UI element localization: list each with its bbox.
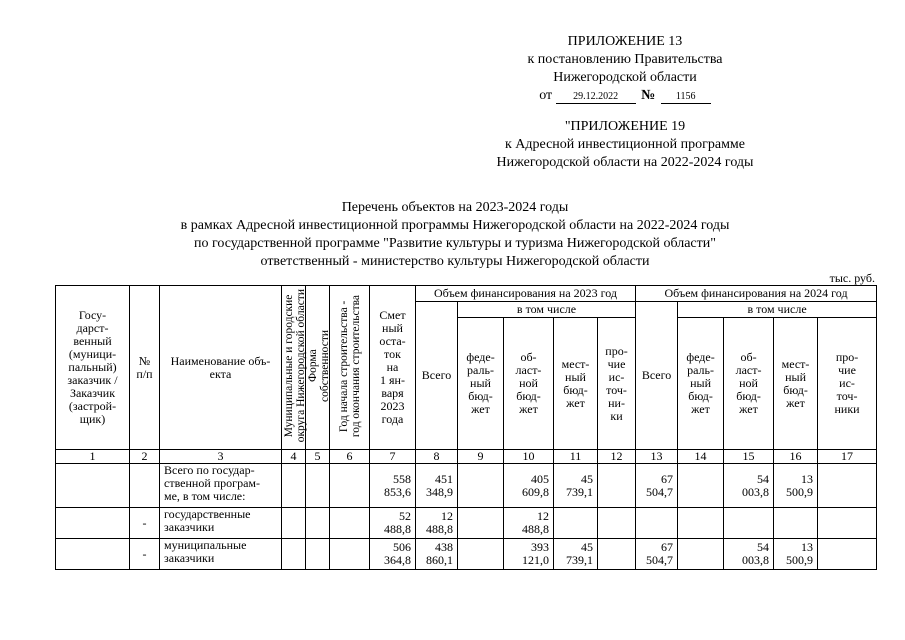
- table-header-row-1: [56, 286, 877, 302]
- cell-federal-2024: [678, 539, 724, 570]
- header-num: № п/п: [130, 286, 160, 450]
- local-2024-value: 13 500,9: [786, 471, 814, 499]
- local-2023-value: 45 739,1: [566, 471, 593, 499]
- header-federal-2023: феде- раль- ный бюд- жет: [458, 318, 504, 450]
- cell-estimate: [370, 508, 416, 539]
- header-regional-2023: об- ласт- ной бюд- жет: [504, 318, 554, 450]
- cell-other-2024: [818, 539, 877, 570]
- cell-regional-2023: [504, 539, 554, 570]
- header-including-2024: в том числе: [678, 302, 877, 318]
- col-number: 2: [130, 450, 160, 464]
- cell-name: муниципальные заказчики: [160, 539, 282, 570]
- cell-local-2024: [774, 539, 818, 570]
- col-number: 14: [678, 450, 724, 464]
- decree-date: 29.12.2022: [556, 91, 636, 104]
- col-number: 4: [282, 450, 306, 464]
- col-number: 6: [330, 450, 370, 464]
- local-2023-value: 45 739,1: [566, 540, 593, 567]
- table-row-municipal-customers: [56, 539, 877, 570]
- cell-customer: [56, 464, 130, 508]
- header-name: Наименование объ- екта: [160, 286, 282, 450]
- cell-customer: [56, 508, 130, 539]
- total-2023-value: 438 860,1: [426, 540, 453, 567]
- cell-regional-2024: [724, 464, 774, 508]
- header-other-2024: про- чие ис- точ- ники: [818, 318, 877, 450]
- objects-table: [55, 285, 877, 570]
- local-2024-value: 13 500,9: [786, 540, 814, 567]
- cell-regional-2023: [504, 508, 554, 539]
- cell-total-2024: [636, 464, 678, 508]
- header-federal-2024: феде- раль- ный бюд- жет: [678, 318, 724, 450]
- total-2023-value: 12 488,8: [426, 509, 453, 536]
- cell-years: [330, 539, 370, 570]
- date-prefix: от: [539, 88, 553, 103]
- cell-other-2023: [598, 508, 636, 539]
- col-number: 15: [724, 450, 774, 464]
- cell-total-2023: [416, 508, 458, 539]
- unit-label: тыс. руб.: [829, 271, 875, 285]
- regional-2023-value: 12 488,8: [522, 509, 549, 536]
- appendix-title: ПРИЛОЖЕНИЕ 13: [567, 34, 683, 49]
- table-row-state-customers: [56, 508, 877, 539]
- title-line-1: Перечень объектов на 2023-2024 годы: [341, 200, 569, 215]
- cell-municipal: [282, 464, 306, 508]
- total-2024-value: 67 504,7: [646, 540, 674, 567]
- title-line-3: по государственной программе "Развитие культуры и туризма Нижегородской области": [194, 236, 716, 251]
- estimate-value: 506 364,8: [384, 540, 411, 567]
- appendix-19-header: [440, 118, 810, 172]
- decree-line: к постановлению Правительства: [527, 52, 723, 67]
- cell-municipal: [282, 539, 306, 570]
- cell-federal-2024: [678, 508, 724, 539]
- number-sign: №: [641, 88, 656, 103]
- date-number-line: [480, 87, 770, 105]
- col-number: 11: [554, 450, 598, 464]
- appendix-19-title: "ПРИЛОЖЕНИЕ 19: [564, 119, 686, 134]
- cell-local-2023: [554, 464, 598, 508]
- header-regional-2024: об- ласт- ной бюд- жет: [724, 318, 774, 450]
- cell-regional-2024: [724, 508, 774, 539]
- regional-2023-value: 393 121,0: [522, 540, 549, 567]
- cell-ownership: [306, 508, 330, 539]
- cell-total-2024: [636, 508, 678, 539]
- program-line: к Адресной инвестиционной программе: [504, 137, 746, 152]
- cell-total-2023: [416, 464, 458, 508]
- header-estimate: Смет ный оста- ток на 1 ян- варя 2023 года: [370, 286, 416, 450]
- estimate-value: 52 488,8: [384, 509, 411, 536]
- cell-regional-2023: [504, 464, 554, 508]
- cell-municipal: [282, 508, 306, 539]
- header-total-2024: Всего: [636, 302, 678, 450]
- header-local-2023: мест- ный бюд- жет: [554, 318, 598, 450]
- cell-other-2023: [598, 539, 636, 570]
- cell-total-2023: [416, 539, 458, 570]
- cell-local-2024: [774, 464, 818, 508]
- cell-years: [330, 508, 370, 539]
- col-number: 12: [598, 450, 636, 464]
- header-municipal: [282, 286, 306, 450]
- cell-regional-2024: [724, 539, 774, 570]
- regional-2024-value: 54 003,8: [742, 471, 770, 499]
- header-other-2023: про- чие ис- точ- ни- ки: [598, 318, 636, 450]
- document-title: [100, 199, 810, 271]
- cell-federal-2023: [458, 539, 504, 570]
- header-years: [330, 286, 370, 450]
- regional-2024-value: 54 003,8: [742, 540, 770, 567]
- cell-federal-2024: [678, 464, 724, 508]
- cell-estimate: [370, 464, 416, 508]
- col-number: 16: [774, 450, 818, 464]
- col-number: 17: [818, 450, 877, 464]
- header-including-2023: в том числе: [458, 302, 636, 318]
- header-fin-2024: Объем финансирования на 2024 год: [636, 286, 877, 302]
- cell-federal-2023: [458, 464, 504, 508]
- region-line: Нижегородской области: [553, 70, 697, 85]
- total-2024-value: 67 504,7: [646, 471, 674, 499]
- cell-num: -: [130, 508, 160, 539]
- header-total-2023: Всего: [416, 302, 458, 450]
- cell-ownership: [306, 464, 330, 508]
- header-local-2024: мест- ный бюд- жет: [774, 318, 818, 450]
- column-number-row: [56, 450, 877, 464]
- header-ownership: [306, 286, 330, 450]
- col-number: 10: [504, 450, 554, 464]
- cell-local-2023: [554, 508, 598, 539]
- col-number: 13: [636, 450, 678, 464]
- col-number: 1: [56, 450, 130, 464]
- title-line-4: ответственный - министерство культуры Нижегородской области: [260, 254, 650, 269]
- col-number: 5: [306, 450, 330, 464]
- cell-customer: [56, 539, 130, 570]
- estimate-value: 558 853,6: [384, 471, 411, 499]
- col-number: 9: [458, 450, 504, 464]
- decree-number: 1156: [661, 91, 711, 104]
- header-fin-2023: Объем финансирования на 2023 год: [416, 286, 636, 302]
- col-number: 8: [416, 450, 458, 464]
- cell-years: [330, 464, 370, 508]
- table-row-total: [56, 464, 877, 508]
- cell-num: -: [130, 539, 160, 570]
- title-line-2: в рамках Адресной инвестиционной программы Нижегородской области на 2022-2024 годы: [180, 218, 730, 233]
- cell-other-2023: [598, 464, 636, 508]
- regional-2023-value: 405 609,8: [522, 471, 549, 499]
- cell-other-2024: [818, 464, 877, 508]
- cell-local-2023: [554, 539, 598, 570]
- header-customer: Госу- дарст- венный (муници- пальный) заказчик / Заказчик (застрой- щик): [56, 286, 130, 450]
- cell-other-2024: [818, 508, 877, 539]
- cell-estimate: [370, 539, 416, 570]
- total-2023-value: 451 348,9: [426, 471, 453, 499]
- cell-ownership: [306, 539, 330, 570]
- header-ownership-text: Форма собственности: [307, 330, 331, 402]
- header-municipal-text: Муниципальные и городские округа Нижегородской области: [283, 289, 307, 443]
- cell-name: Всего по государ- ственной програм- ме, в том числе:: [160, 464, 282, 508]
- cell-name: государственные заказчики: [160, 508, 282, 539]
- col-number: 3: [160, 450, 282, 464]
- cell-federal-2023: [458, 508, 504, 539]
- col-number: 7: [370, 450, 416, 464]
- header-years-text: Год начала строительства - год окончания строительства: [337, 294, 362, 438]
- cell-local-2024: [774, 508, 818, 539]
- program-years-line: Нижегородской области на 2022-2024 годы: [496, 155, 754, 170]
- cell-num: [130, 464, 160, 508]
- cell-total-2024: [636, 539, 678, 570]
- appendix-13-header: [480, 33, 770, 105]
